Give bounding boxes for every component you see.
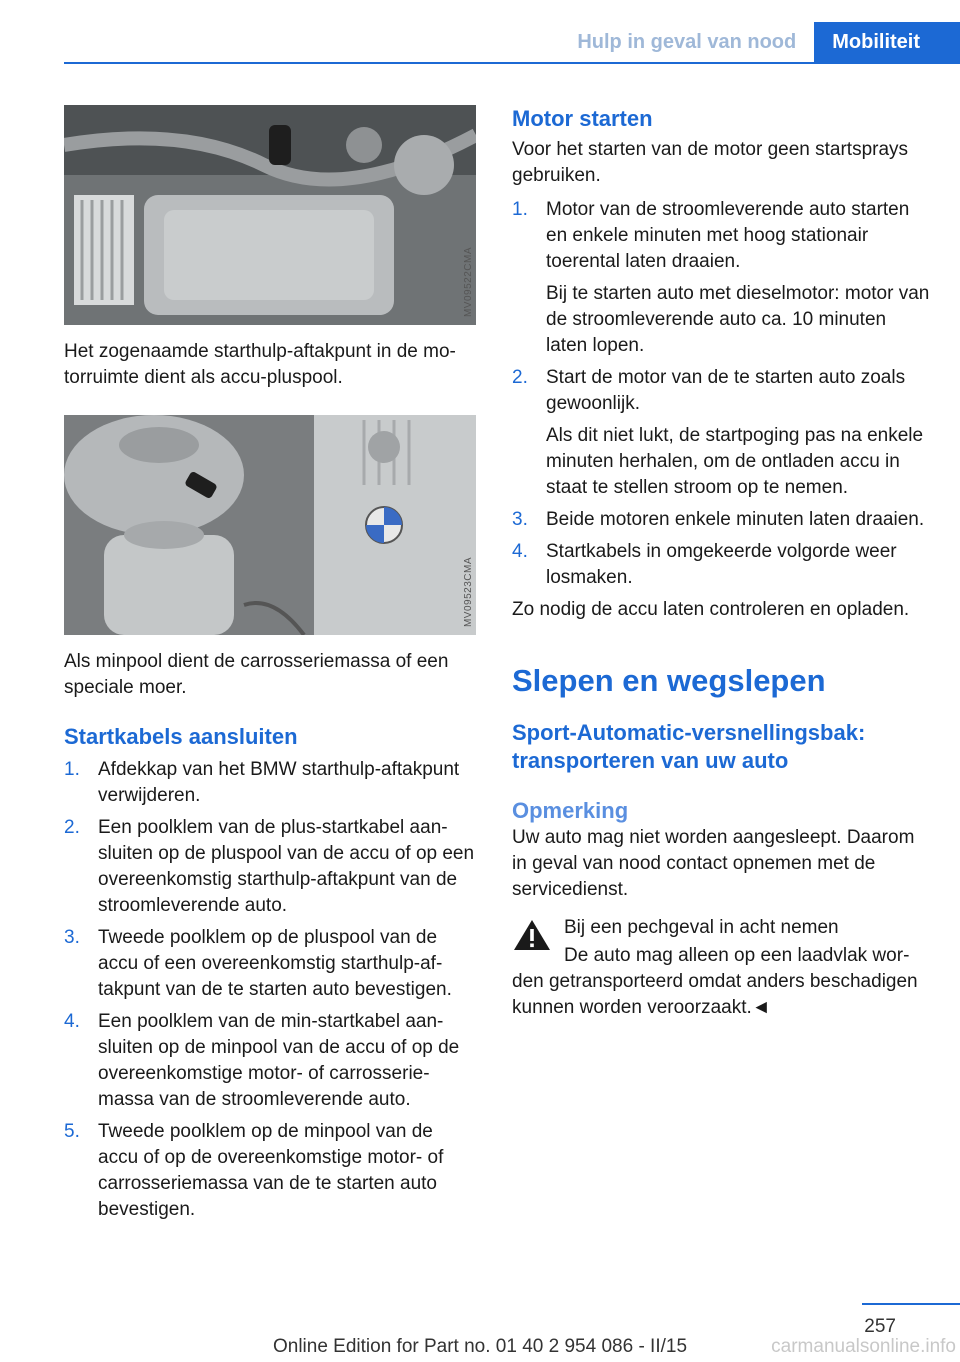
list-item bbox=[512, 197, 932, 359]
heading-note: Opmerking bbox=[512, 798, 629, 823]
step-number: 2. bbox=[512, 367, 528, 388]
list-item bbox=[512, 539, 932, 591]
heading-connect-cables: Startkabels aansluiten bbox=[64, 724, 298, 749]
list-item bbox=[64, 925, 478, 1003]
step-text: Startkabels in omgekeerde volgorde weer losmaken. bbox=[546, 541, 897, 588]
right-column bbox=[512, 105, 932, 1021]
step-text: Tweede poolklem op de pluspool van de accu of een overeenkomstig starthulp-aftakpunt van de te starten auto bevestigen. bbox=[98, 927, 452, 1000]
step-extra: Bij te starten auto met dieselmotor: motor van de stroomleverende auto ca. 10 minuten laten lopen. bbox=[546, 283, 930, 356]
caption-jump-point: Het zogenaamde starthulp-aftakpunt in de motorruimte dient als accu-pluspool. bbox=[64, 341, 456, 388]
photo-code-2: MV09523CMA bbox=[463, 556, 474, 627]
step-text: Beide motoren enkele minuten laten draaien. bbox=[546, 509, 925, 530]
step-number: 2. bbox=[64, 817, 80, 838]
warning-text: De auto mag alleen op een laadvlak worden getransporteerd omdat anders beschadigen kunnen worden veroorzaakt.◄ bbox=[512, 945, 918, 1018]
section-title-towing: Slepen en wegslepen bbox=[512, 663, 826, 698]
header-chapter-tab: Mobiliteit bbox=[814, 22, 960, 62]
footer-edition: Online Edition for Part no. 01 40 2 954 086 - II/15 bbox=[272, 1336, 688, 1357]
note-text: Uw auto mag niet worden aangesleept. Daarom in geval van nood contact opnemen met de servicedienst. bbox=[512, 827, 915, 900]
list-item bbox=[512, 507, 932, 533]
step-number: 1. bbox=[512, 199, 528, 220]
footer-rule bbox=[862, 1303, 960, 1305]
engine-photo-illustration-1 bbox=[64, 105, 476, 325]
photo-code-1: MV09522CMA bbox=[463, 246, 474, 317]
list-item bbox=[64, 1119, 478, 1223]
step-number: 3. bbox=[512, 509, 528, 530]
page-number: 257 bbox=[864, 1316, 896, 1337]
step-text: Tweede poolklem op de minpool van de accu of op de overeenkomstige motor- of carrosseriemassa van de te starten auto bevestigen. bbox=[98, 1121, 444, 1220]
connect-cables-steps bbox=[64, 757, 478, 1223]
engine-bay-photo-jump-point bbox=[64, 105, 476, 325]
step-text: Een poolklem van de min-startkabel aansluiten op de minpool van de accu of op de overeenkomstige motor- of carrosseriemassa van de stroomleverende auto. bbox=[98, 1011, 460, 1110]
list-item bbox=[64, 757, 478, 809]
step-number: 5. bbox=[64, 1121, 80, 1142]
start-engine-closing: Zo nodig de accu laten controleren en opladen. bbox=[512, 599, 910, 620]
warning-title: Bij een pechgeval in acht nemen bbox=[564, 917, 839, 938]
header-section-title: Hulp in geval van nood bbox=[559, 22, 814, 62]
page-header bbox=[559, 22, 960, 62]
engine-photo-illustration-2 bbox=[64, 415, 476, 635]
start-engine-intro: Voor het starten van de motor geen startsprays gebruiken. bbox=[512, 139, 909, 186]
warning-block bbox=[512, 915, 932, 1021]
list-item bbox=[512, 365, 932, 501]
list-item bbox=[64, 815, 478, 919]
step-number: 4. bbox=[512, 541, 528, 562]
left-column bbox=[64, 105, 478, 1223]
engine-bay-photo-ground-point bbox=[64, 415, 476, 635]
caption-ground-point: Als minpool dient de carrosseriemassa of een speciale moer. bbox=[64, 651, 449, 698]
step-number: 3. bbox=[64, 927, 80, 948]
warning-triangle-icon bbox=[512, 917, 552, 953]
step-number: 4. bbox=[64, 1011, 80, 1032]
step-number: 1. bbox=[64, 759, 80, 780]
step-text: Een poolklem van de plus-startkabel aansluiten op de pluspool van de accu of op een overeenkomstig starthulp-aftakpunt van de stroomleverende auto. bbox=[98, 817, 475, 916]
watermark: carmanualsonline.info bbox=[771, 1336, 956, 1357]
heading-transport-vehicle: Sport-Automatic-versnellingsbak: transporteren van uw auto bbox=[512, 720, 866, 773]
step-text: Motor van de stroomleverende auto starten en enkele minuten met hoog stationair toerental laten draaien. bbox=[546, 199, 910, 272]
heading-start-engine: Motor starten bbox=[512, 106, 653, 131]
step-text: Afdekkap van het BMW starthulp-aftakpunt verwijderen. bbox=[98, 759, 460, 806]
list-item bbox=[64, 1009, 478, 1113]
start-engine-steps bbox=[512, 197, 932, 591]
header-rule bbox=[64, 62, 960, 64]
step-text: Start de motor van de te starten auto zoals gewoonlijk. bbox=[546, 367, 906, 414]
step-extra: Als dit niet lukt, de startpoging pas na enkele minuten herhalen, om de ontladen accu in staat te stellen stroom op te nemen. bbox=[546, 425, 924, 498]
